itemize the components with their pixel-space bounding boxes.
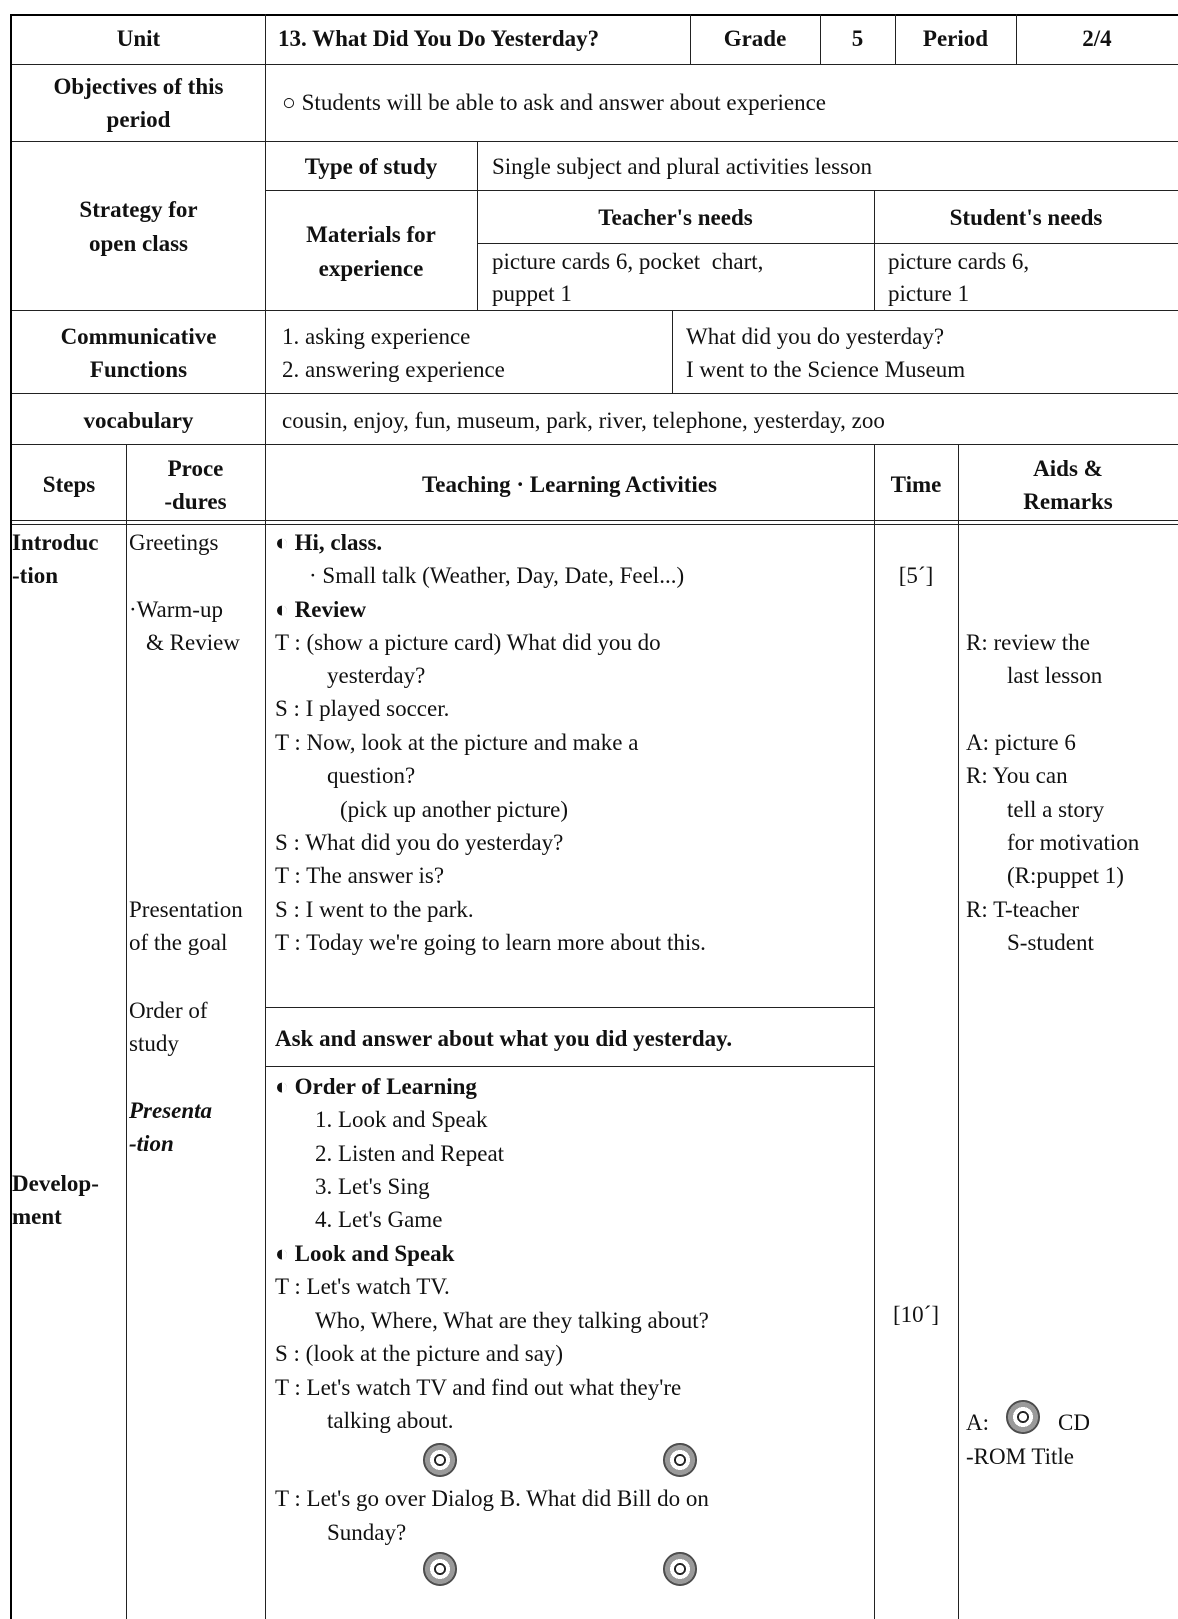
unit-title: 13. What Did You Do Yesterday? (278, 26, 600, 51)
activity-line: talking about. (327, 1408, 454, 1433)
objectives-text: ○ Students will be able to ask and answer about experience (282, 90, 827, 115)
col-divider (126, 444, 127, 1619)
communicative-label: Functions (89, 357, 188, 382)
col-divider (672, 310, 673, 393)
row-divider (10, 393, 1178, 394)
procedure-order-of-study: study (129, 1031, 179, 1056)
row-divider (265, 190, 1178, 191)
activity-line: T : Let's go over Dialog B. What did Bill do on (275, 1486, 709, 1511)
aids-header: Remarks (1023, 489, 1113, 514)
step-development: Develop- (12, 1171, 99, 1196)
activity-line: question? (327, 763, 416, 788)
activity-line: 3. Let's Sing (315, 1174, 430, 1199)
activity-line: 1. Look and Speak (315, 1107, 488, 1132)
procedure-warmup: & Review (146, 630, 240, 655)
function-item: 2. answering experience (282, 357, 505, 382)
teacher-needs-text: puppet 1 (492, 281, 572, 306)
cd-rom-icon[interactable] (423, 1552, 457, 1586)
activity-line: · Small talk (Weather, Day, Date, Feel...) (309, 563, 685, 588)
objectives-label: period (106, 107, 171, 132)
student-needs-text: picture cards 6, (888, 249, 1030, 274)
procedure-presentation: -tion (129, 1131, 174, 1156)
vocabulary-label: vocabulary (83, 408, 194, 433)
col-divider (958, 444, 959, 1619)
activity-line: T : Now, look at the picture and make a (275, 730, 639, 755)
activity-line: T : Let's watch TV and find out what they're (275, 1375, 682, 1400)
student-needs-text: picture 1 (888, 281, 970, 306)
function-item: 1. asking experience (282, 324, 471, 349)
row-divider (10, 444, 1178, 445)
type-of-study-value: Single subject and plural activities lesson (492, 154, 873, 179)
procedures-header: -dures (164, 489, 227, 514)
remark-line: last lesson (1007, 663, 1103, 688)
activity-heading: ◐ Review (275, 597, 367, 622)
row-divider (10, 64, 1178, 65)
step-introduction: Introduc (12, 530, 99, 555)
communicative-label: Communicative (60, 324, 217, 349)
unit-label: Unit (116, 26, 161, 51)
period-value: 2/4 (1082, 26, 1112, 51)
remark-line: R: You can (966, 763, 1068, 788)
cd-rom-icon[interactable] (663, 1552, 697, 1586)
remark-line: S-student (1007, 930, 1094, 955)
row-divider (265, 1007, 874, 1008)
activity-line: S : (look at the picture and say) (275, 1341, 564, 1366)
procedure-presentation-goal: of the goal (129, 930, 228, 955)
remark-line: (R:puppet 1) (1007, 863, 1124, 888)
remark-line: tell a story (1007, 797, 1105, 822)
activity-line: T : The answer is? (275, 863, 445, 888)
activity-line: Who, Where, What are they talking about? (315, 1308, 709, 1333)
activity-heading: ◐ Hi, class. (275, 530, 383, 555)
time-header: Time (890, 472, 942, 497)
activity-line: S : I played soccer. (275, 696, 450, 721)
time-value: [5´] (898, 563, 934, 588)
row-divider (265, 1066, 874, 1067)
col-divider (874, 444, 875, 1619)
remark-line: R: review the (966, 630, 1090, 655)
procedure-presentation: Presenta (129, 1098, 213, 1123)
remark-line: A: picture 6 (966, 730, 1076, 755)
activity-heading: ◐ Look and Speak (275, 1241, 455, 1266)
activity-line: (pick up another picture) (340, 797, 568, 822)
remark-line: -ROM Title (966, 1444, 1075, 1469)
remark-line: CD (1058, 1410, 1090, 1435)
student-needs-label: Student's needs (949, 205, 1103, 230)
step-development: ment (12, 1204, 62, 1229)
remark-line: R: T-teacher (966, 897, 1080, 922)
activities-header: Teaching · Learning Activities (422, 472, 717, 497)
materials-label: Materials for (306, 222, 436, 247)
step-introduction: -tion (12, 563, 58, 588)
vocabulary-words: cousin, enjoy, fun, museum, park, river, telephone, yesterday, zoo (282, 408, 885, 433)
remark-line: for motivation (1007, 830, 1140, 855)
activity-line: T : Today we're going to learn more about this. (275, 930, 706, 955)
table-border-top (10, 14, 1178, 16)
procedure-greetings: Greetings (129, 530, 219, 555)
row-divider (10, 520, 1178, 521)
strategy-label: open class (88, 231, 189, 256)
activity-line: T : (show a picture card) What did you do (275, 630, 661, 655)
activity-line: T : Let's watch TV. (275, 1274, 450, 1299)
procedure-order-of-study: Order of (129, 998, 208, 1023)
row-divider (10, 310, 1178, 311)
cd-rom-icon[interactable] (1006, 1400, 1040, 1434)
procedure-warmup: ·Warm-up (129, 597, 223, 622)
cd-rom-icon[interactable] (423, 1443, 457, 1477)
materials-label: experience (318, 256, 424, 281)
row-divider (10, 141, 1178, 142)
activity-line: S : What did you do yesterday? (275, 830, 564, 855)
remark-line: A: (966, 1410, 989, 1435)
period-label: Period (922, 26, 989, 51)
time-value: [10´] (893, 1302, 939, 1327)
aids-header: Aids & (1033, 456, 1103, 481)
procedure-presentation-goal: Presentation (129, 897, 243, 922)
activity-line: 2. Listen and Repeat (315, 1141, 505, 1166)
expression-item: I went to the Science Museum (686, 357, 966, 382)
objectives-label: Objectives of this (53, 74, 224, 99)
expression-item: What did you do yesterday? (686, 324, 945, 349)
procedures-header: Proce (167, 456, 224, 481)
grade-label: Grade (723, 26, 787, 51)
cd-rom-icon[interactable] (663, 1443, 697, 1477)
grade-value: 5 (851, 26, 864, 51)
activity-line: yesterday? (327, 663, 426, 688)
row-divider (10, 524, 1178, 525)
teacher-needs-label: Teacher's needs (598, 205, 753, 230)
type-of-study-label: Type of study (304, 154, 438, 179)
steps-header: Steps (42, 472, 96, 497)
activity-line: 4. Let's Game (315, 1207, 443, 1232)
lesson-goal: Ask and answer about what you did yesterday. (275, 1026, 733, 1051)
activity-line: Sunday? (327, 1520, 407, 1545)
row-divider (477, 243, 1178, 244)
activity-heading: ◐ Order of Learning (275, 1074, 477, 1099)
strategy-label: Strategy for (79, 197, 198, 222)
teacher-needs-text: picture cards 6, pocket chart, (492, 249, 764, 274)
activity-line: S : I went to the park. (275, 897, 474, 922)
